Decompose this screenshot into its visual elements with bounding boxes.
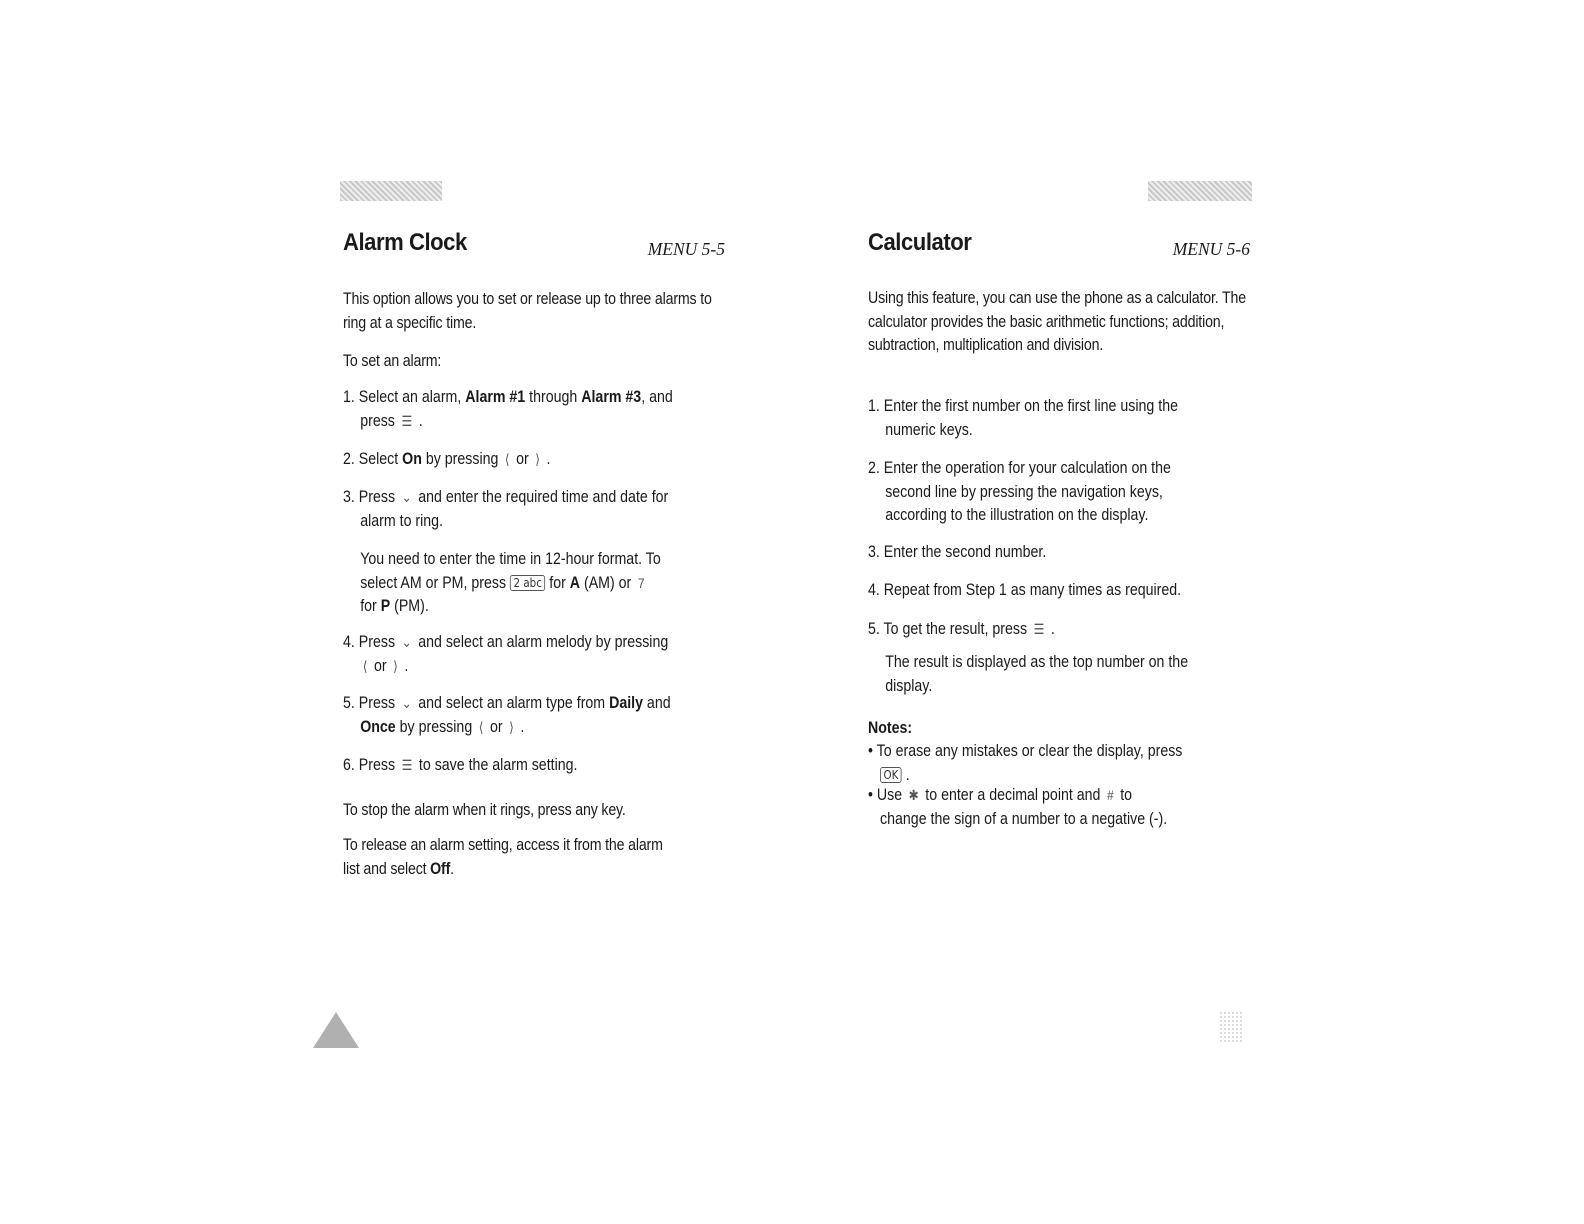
step-3: 3. Enter the second number.: [868, 543, 1047, 561]
menu-reference: MENU 5-6: [1172, 239, 1250, 259]
result-note: The result is displayed as the top number on the display.: [885, 653, 1189, 695]
note-2: • Use ✱ to enter a decimal point and # to change the sign of a number to a negative (-).: [868, 784, 1259, 831]
header-tab-left: [340, 181, 442, 201]
menu-key-icon: ☰: [401, 412, 413, 429]
volume-up-key-icon: ⟨: [362, 657, 368, 674]
volume-down-key-icon: ⟩: [393, 657, 398, 674]
down-key-icon: ⌄: [401, 489, 412, 505]
note-1: • To erase any mistakes or clear the display, press OK .: [868, 742, 1183, 784]
step-2: 2. Enter the operation for your calculation on the second line by pressing the navigation keys, according to the illustration on the display.: [868, 459, 1171, 524]
hash-key-icon: #: [1106, 787, 1114, 803]
step-1: 1. Select an alarm, Alarm #1 through Alarm #3, and press ☰ .: [343, 386, 734, 433]
step-3-note: You need to enter the time in 12-hour format. To select AM or PM, press 2 abc for A (AM) or 7 for P (PM).: [360, 550, 661, 616]
down-key-icon: ⌄: [401, 634, 412, 650]
volume-down-key-icon: ⟩: [535, 451, 541, 467]
ok-key-icon: OK: [880, 767, 902, 783]
notes-label: Notes:: [868, 719, 913, 737]
release-alarm-text: To release an alarm setting, access it from the alarm list and select Off.: [343, 836, 663, 878]
volume-up-key-icon: ⟨: [478, 718, 484, 735]
down-key-icon: ⌄: [401, 695, 412, 711]
step-5: 5. To get the result, press ☰ .: [868, 618, 1259, 642]
step-4: 4. Press ⌄ and select an alarm melody by pressing ⟨ or ⟩ .: [343, 631, 734, 678]
intro-text: Using this feature, you can use the phone as a calculator. The calculator provides the basic arithmetic functions; addition, subtraction, multiplication and division.: [868, 289, 1246, 354]
volume-up-key-icon: ⟨: [504, 451, 510, 467]
step-3: 3. Press ⌄ and enter the required time and date for alarm to ring.: [343, 486, 734, 533]
set-alarm-label: To set an alarm:: [343, 352, 442, 370]
header-tab-right: [1148, 181, 1252, 201]
volume-down-key-icon: ⟩: [509, 718, 514, 735]
step-4: 4. Repeat from Step 1 as many times as required.: [868, 581, 1182, 599]
step-1: 1. Enter the first number on the first line using the numeric keys.: [868, 397, 1178, 439]
menu-key-icon: ☰: [1033, 621, 1045, 637]
intro-text: This option allows you to set or release up to three alarms to ring at a specific time.: [343, 290, 712, 332]
stop-alarm-text: To stop the alarm when it rings, press any key.: [343, 801, 626, 819]
step-2: 2. Select On by pressing ⟨ or ⟩ .: [343, 448, 734, 472]
step-5: 5. Press ⌄ and select an alarm type from Daily and Once by pressing ⟨ or ⟩ .: [343, 692, 734, 739]
menu-reference: MENU 5-5: [647, 239, 725, 259]
corner-decoration: [1219, 1011, 1243, 1043]
page-number-triangle-icon: [313, 1012, 359, 1048]
step-6: 6. Press ☰ to save the alarm setting.: [343, 754, 734, 778]
menu-key-icon: ☰: [401, 757, 413, 773]
page-title: Calculator: [868, 229, 972, 256]
key-7-icon: 7: [637, 574, 645, 591]
key-2-icon: 2 abc: [510, 575, 545, 591]
page-title: Alarm Clock: [343, 229, 467, 256]
star-key-icon: ✱: [908, 787, 919, 803]
